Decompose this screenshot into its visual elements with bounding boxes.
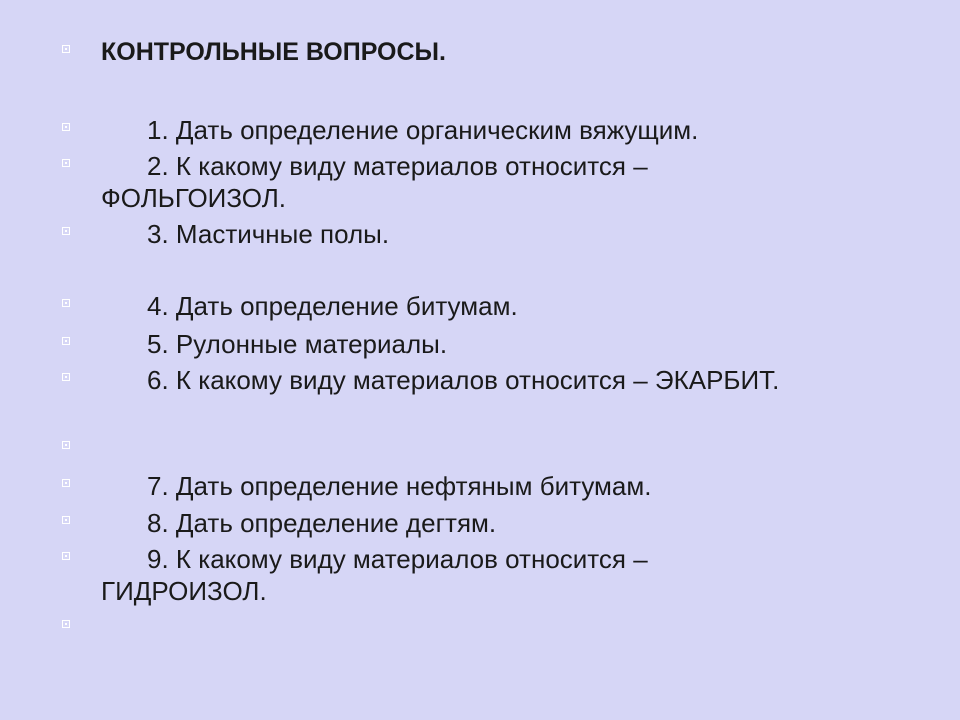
bullet-icon (62, 441, 70, 449)
slide-title: КОНТРОЛЬНЫЕ ВОПРОСЫ. (101, 38, 446, 66)
bullet-icon (62, 516, 70, 524)
question-6: 6. К какому виду материалов относится – ЭКАРБИТ. (147, 365, 780, 395)
question-2: 2. К какому виду материалов относится – ФОЛЬГОИЗОЛ. (101, 151, 655, 213)
bullet-icon (62, 373, 70, 381)
question-8: 8. Дать определение дегтям. (147, 508, 497, 538)
question-3: 3. Мастичные полы. (147, 219, 390, 249)
bullet-icon (62, 159, 70, 167)
bullet-icon (62, 123, 70, 131)
bullet-icon (62, 337, 70, 345)
question-5: 5. Рулонные материалы. (147, 329, 448, 359)
bullet-icon (62, 552, 70, 560)
question-1: 1. Дать определение органическим вяжущим. (147, 115, 699, 145)
bullet-icon (62, 299, 70, 307)
question-4: 4. Дать определение битумам. (147, 291, 518, 321)
bullet-icon (62, 45, 70, 53)
bullet-icon (62, 227, 70, 235)
bullet-icon (62, 479, 70, 487)
question-7: 7. Дать определение нефтяным битумам. (147, 471, 652, 501)
question-9: 9. К какому виду материалов относится – ГИДРОИЗОЛ. (101, 544, 655, 606)
bullet-icon (62, 620, 70, 628)
